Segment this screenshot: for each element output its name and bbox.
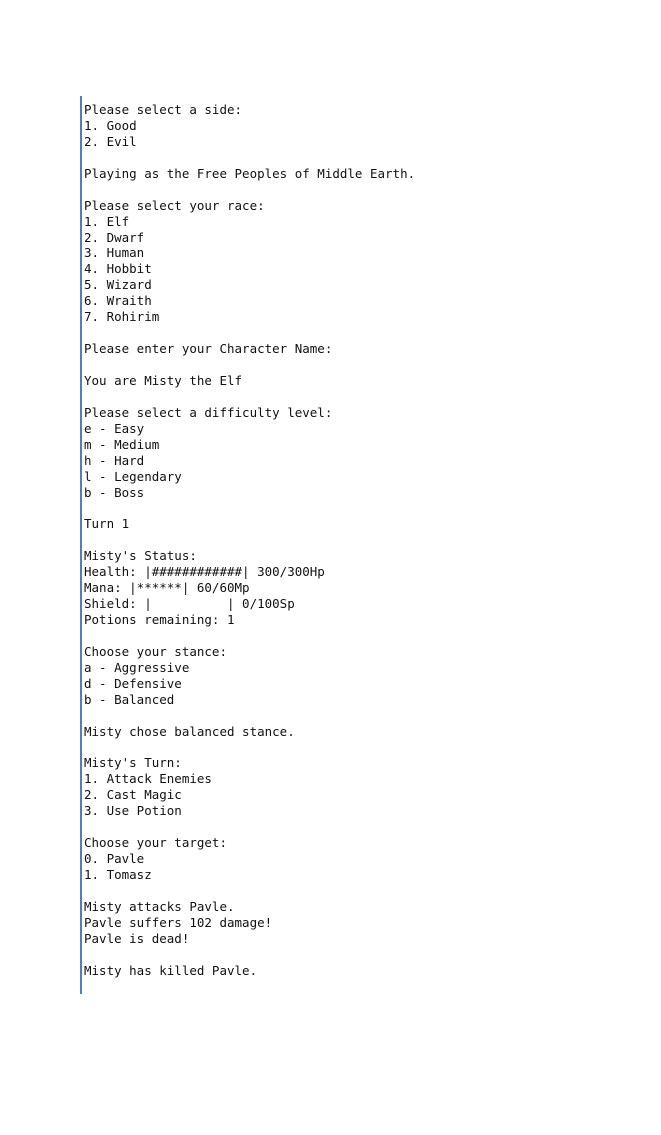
blank-line [84,883,640,899]
console-line: Mana: |******| 60/60Mp [84,580,250,596]
console-line: Health: |############| 300/300Hp [84,564,325,580]
console-line: 2. Cast Magic [84,787,182,803]
blank-line [84,357,640,373]
console-line: 2. Evil [84,133,137,149]
console-line: 1. Tomasz [84,867,152,882]
console-line: Please select a difficulty level: [84,404,333,420]
console-line: Turn 1 [84,516,130,532]
console-line: Pavle suffers 102 damage! [84,914,273,930]
console-line: 7. Rohirim [84,309,160,325]
blank-line [84,947,640,963]
console-line: a - Aggressive [84,659,190,675]
blank-line [84,182,640,198]
console-line: 3. Human [84,245,145,261]
console-line: Playing as the Free Peoples of Middle Earth. [84,165,416,181]
console-line: b - Boss [84,484,145,500]
console-line: 0. Pavle [84,851,145,867]
console-line: 4. Hobbit [84,261,152,277]
console-line: d - Defensive [84,675,182,691]
console-line: 6. Wraith [84,293,152,309]
console-line: Please select your race: [84,197,265,213]
blank-line [84,628,640,644]
console-line: 1. Good [84,117,137,133]
blank-line [84,500,640,516]
console-line: Misty attacks Pavle. [84,898,235,914]
console-line: Please enter your Character Name: [84,341,333,357]
console-line: 1. Attack Enemies [84,771,212,787]
blank-line [84,740,640,756]
console-output [80,96,640,994]
console-line: Potions remaining: 1 [84,612,235,627]
console-line: 1. Elf [84,213,130,229]
console-line: m - Medium [84,436,160,452]
console-line: 3. Use Potion [84,803,182,819]
console-line: Misty's Status: [84,548,197,564]
console-line: Please select a side: [84,102,243,117]
console-line: Pavle is dead! [84,930,190,946]
console-line: You are Misty the Elf [84,372,243,388]
blank-line [84,389,640,405]
console-line: Misty has killed Pavle. [84,962,258,978]
console-line: 2. Dwarf [84,229,145,245]
console-line: Choose your target: [84,835,227,851]
console-line: Choose your stance: [84,643,227,659]
blank-line [84,325,640,341]
blank-line [84,819,640,835]
console-line: b - Balanced [84,691,175,707]
console-line: Misty chose balanced stance. [84,723,295,739]
blank-line [84,532,640,548]
console-line: h - Hard [84,452,145,468]
console-line: l - Legendary [84,468,182,484]
blank-line [84,708,640,724]
console-line: e - Easy [84,420,145,436]
console-line: 5. Wizard [84,277,152,293]
blank-line [84,150,640,166]
console-line: Shield: | | 0/100Sp [84,596,295,612]
console-line: Misty's Turn: [84,755,182,771]
